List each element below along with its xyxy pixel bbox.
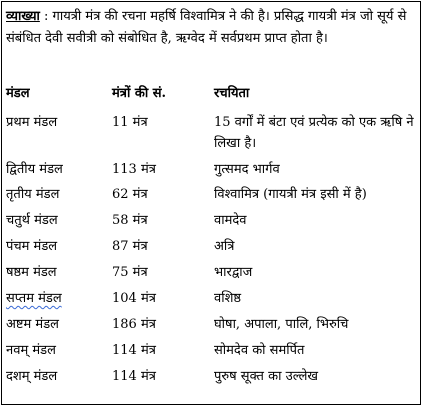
header-author: रचयिता — [214, 86, 250, 101]
author-cell: घोषा, अपाला, पालि, भिरुचि — [214, 317, 349, 332]
table-header — [2, 83, 422, 107]
count-cell: 186 मंत्र — [112, 317, 156, 332]
count-cell: 11 मंत्र — [112, 115, 148, 130]
header-count: मंत्रों की सं. — [112, 86, 167, 101]
intro-label: व्याख्या — [6, 9, 40, 24]
count-cell: 104 मंत्र — [112, 291, 156, 306]
intro-paragraph — [6, 6, 416, 50]
mandal-cell: प्रथम मंडल — [6, 115, 58, 130]
mandal-cell: चतुर्थ मंडल — [6, 213, 58, 228]
author-cell: सोमदेव को समर्पित — [214, 343, 305, 358]
author-cell: विश्वामित्र (गायत्री मंत्र इसी में है) — [214, 187, 367, 202]
count-cell: 114 मंत्र — [112, 369, 156, 384]
intro-text: : गायत्री मंत्र की रचना महर्षि विश्वामित्र ने की है। प्रसिद्ध गायत्री मंत्र जो सूर्य से संबंधित देवी सवीत्री को संबोधित है, ऋग्वेद में सर्वप्रथम प्राप्त होता है। — [6, 9, 407, 46]
mandal-cell: अष्टम मंडल — [6, 317, 59, 332]
author-cell: वामदेव — [214, 213, 247, 228]
mandal-cell: द्वितीय मंडल — [6, 162, 63, 177]
mandal-cell: पंचम मंडल — [6, 239, 58, 254]
mandal-cell: नवम् मंडल — [6, 343, 56, 358]
mandal-cell: तृतीय मंडल — [6, 187, 60, 202]
author-cell: पुरुष सूक्त का उल्लेख — [214, 369, 319, 384]
author-cell: वशिष्ठ — [214, 291, 242, 306]
count-cell: 114 मंत्र — [112, 343, 156, 358]
count-cell: 87 मंत्र — [112, 239, 148, 254]
count-cell: 58 मंत्र — [112, 213, 148, 228]
author-cell: 15 वर्गों में बंटा एवं प्रत्येक को एक ऋषि ने लिखा है। — [214, 115, 414, 151]
count-cell: 113 मंत्र — [112, 162, 156, 177]
mandal-cell: षष्ठम मंडल — [6, 265, 57, 280]
author-cell: गुत्समद भार्गव — [214, 162, 280, 177]
header-mandal: मंडल — [6, 86, 30, 101]
author-cell: भारद्वाज — [214, 265, 253, 280]
count-cell: 62 मंत्र — [112, 187, 148, 202]
author-cell: अत्रि — [214, 239, 235, 254]
mandal-cell: दशम् मंडल — [6, 369, 58, 384]
document-page — [1, 1, 421, 405]
count-cell: 75 मंत्र — [112, 265, 148, 280]
mandal-cell: सप्तम मंडल — [6, 291, 62, 306]
